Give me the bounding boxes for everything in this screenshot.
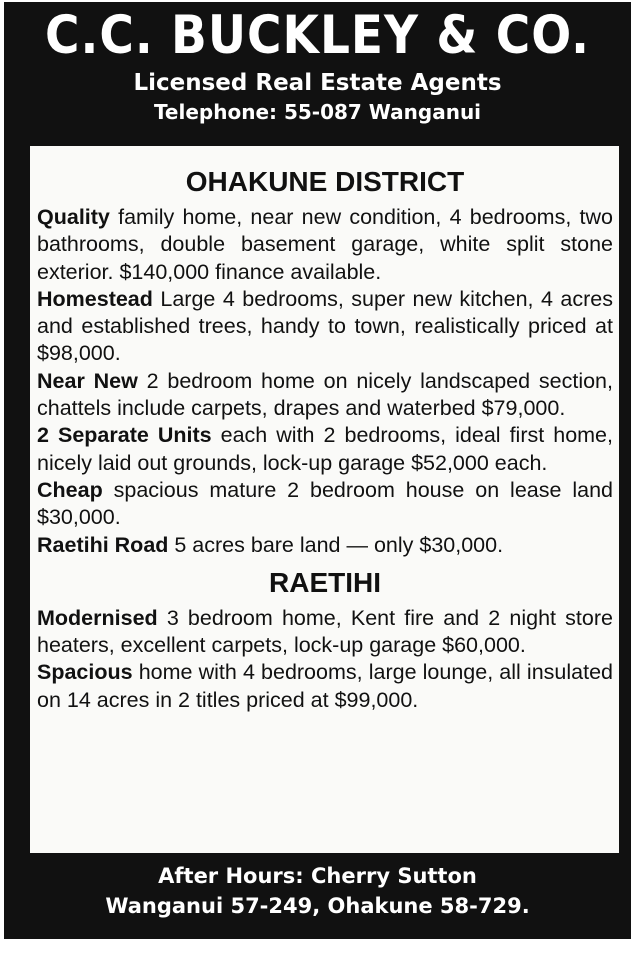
- listing: [37, 368, 613, 423]
- listing-text: 3 bedroom home, Kent fire and 2 night store heaters, excellent carpets, lock-up garage $60,000.: [37, 605, 613, 658]
- listing-text: 2 bedroom home on nicely landscaped section, chattels include carpets, drapes and waterbed $79,000.: [37, 368, 613, 421]
- after-hours-phones: Wanganui 57-249, Ohakune 58-729.: [105, 894, 530, 918]
- tagline: Licensed Real Estate Agents: [133, 70, 502, 96]
- listing: [37, 422, 613, 477]
- listing-text: 5 acres bare land — only $30,000.: [168, 532, 504, 557]
- listing: [37, 659, 613, 714]
- advertisement: [4, 2, 631, 939]
- section-raetihi: [37, 565, 613, 714]
- listing-keyword: Near New: [37, 368, 138, 393]
- listing-text: home with 4 bedrooms, large lounge, all insulated on 14 acres in 2 titles priced at $99,000.: [37, 660, 613, 712]
- ad-header: [4, 2, 631, 125]
- listing-keyword: Cheap: [37, 477, 103, 502]
- listings-panel: [30, 146, 619, 853]
- after-hours-footer: [4, 861, 631, 921]
- after-hours-contact: After Hours: Cherry Sutton: [158, 864, 477, 888]
- listing: [37, 204, 613, 286]
- listing-text: Large 4 bedrooms, super new kitchen, 4 acres and established trees, handy to town, realistically priced at $98,000.: [37, 286, 613, 366]
- listing: [37, 532, 613, 559]
- section-ohakune: [37, 164, 613, 559]
- listing-keyword: Quality: [37, 205, 110, 229]
- listing-keyword: Homestead: [37, 286, 153, 311]
- listing-keyword: 2 Separate Units: [37, 423, 212, 448]
- listing: [37, 286, 613, 368]
- listing-text: each with 2 bedrooms, ideal first home, nicely laid out grounds, lock-up garage $52,000 each.: [37, 423, 613, 475]
- section-title: RAETIHI: [269, 566, 381, 598]
- listing-keyword: Raetihi Road: [37, 532, 169, 557]
- listing: [37, 477, 613, 532]
- listing: [37, 605, 613, 660]
- section-title: OHAKUNE DISTRICT: [185, 166, 465, 197]
- listing-text: family home, near new condition, 4 bedrooms, two bathrooms, double basement garage, white split stone exterior. $140,000 finance available.: [37, 205, 613, 284]
- listing-text: spacious mature 2 bedroom house on lease land $30,000.: [37, 477, 613, 530]
- company-name: C.C. BUCKLEY & CO.: [44, 4, 591, 67]
- listing-keyword: Spacious: [37, 660, 133, 685]
- telephone: Telephone: 55-087 Wanganui: [153, 100, 482, 124]
- listing-keyword: Modernised: [37, 605, 158, 630]
